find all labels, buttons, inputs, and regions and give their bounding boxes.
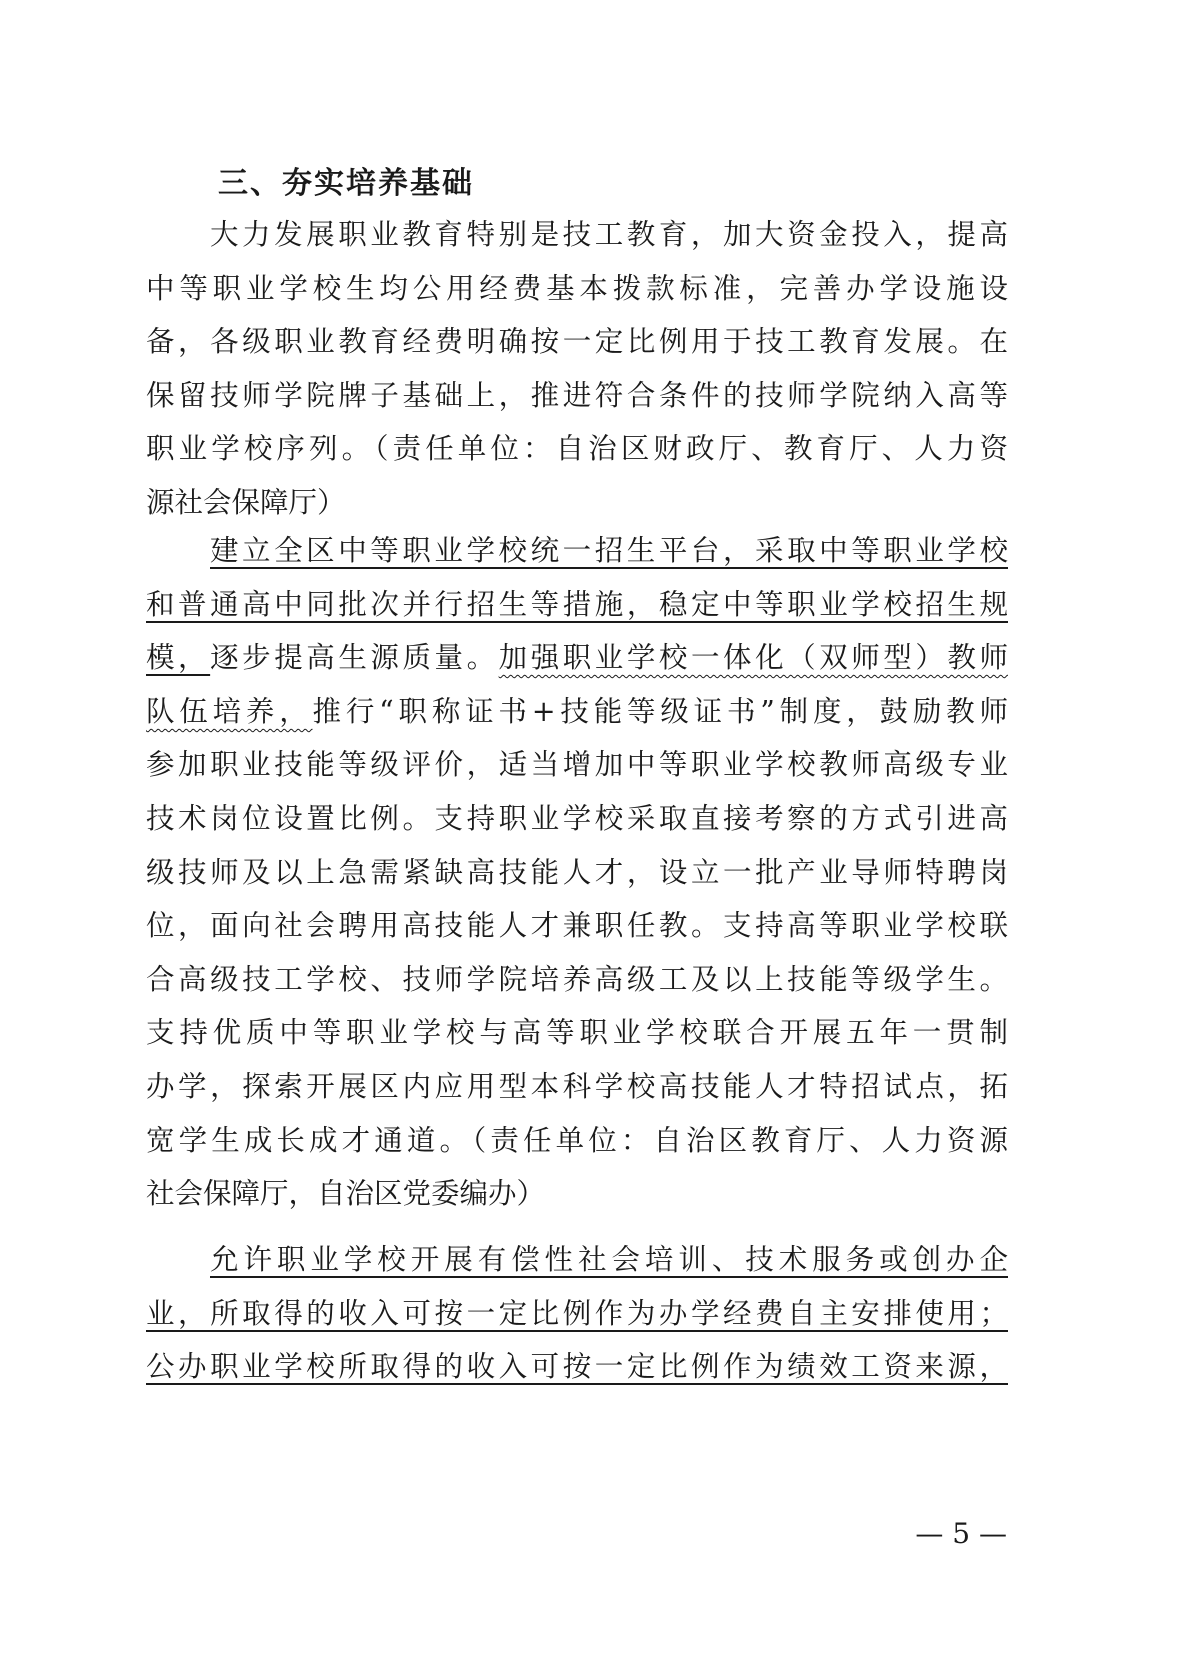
text-segment: 备，各级职业教育经费明确按一定比例用于技工教育发展。在 (146, 325, 1008, 359)
text-line (146, 322, 1008, 362)
text-segment: 合高级技工学校、技师学院培养高级工及以上技能等级学生。 (146, 962, 1008, 996)
text-segment: 允许职业学校开展有偿性社会培训、技术服务或创办企 (210, 1243, 1008, 1276)
text-segment: 社会保障厅，自治区党委编办） (146, 1177, 546, 1211)
text-segment: 和普通高中同批次并行招生等措施，稳定中等职业学校招生规 (146, 587, 1008, 621)
text-segment: 源社会保障厅） (146, 486, 346, 519)
text-segment: 支持优质中等职业学校与高等职业学校联合开展五年一贯制 (146, 1016, 1008, 1050)
text-segment: 位，面向社会聘用高技能人才兼职任教。支持高等职业学校联 (146, 909, 1008, 943)
text-segment: 技术岗位设置比例。支持职业学校采取直接考察的方式引进高 (146, 802, 1008, 835)
text-line (146, 638, 1008, 678)
text-segment: 参加职业技能等级评价，适当增加中等职业学校教师高级专业 (146, 748, 1008, 782)
text-segment: 大力发展职业教育特别是技工教育，加大资金投入，提高 (210, 218, 1008, 251)
text-line (146, 269, 1008, 309)
text-segment: 保留技师学院牌子基础上，推进符合条件的技师学院纳入高等 (146, 378, 1008, 412)
text-segment: 公办职业学校所取得的收入可按一定比例作为绩效工资来源， (146, 1350, 1008, 1384)
text-segment: 宽学生成长成才通道。（责任单位：自治区教育厅、人力资源 (146, 1123, 1008, 1157)
text-line (146, 483, 1008, 523)
text-segment: 业，所取得的收入可按一定比例作为办学经费自主安排使用； (146, 1296, 1008, 1330)
text-line (146, 1347, 1008, 1387)
section-heading: 三、夯实培养基础 (218, 166, 474, 201)
text-line (146, 906, 1008, 946)
text-segment: 职业学校序列。（责任单位：自治区财政厅、教育厅、人力资 (146, 432, 1008, 466)
text-segment: 加强职业学校一体化（双师型）教师 (498, 641, 1008, 675)
text-segment: 中等职业学校生均公用经费基本拨款标准，完善办学设施设 (146, 271, 1008, 305)
text-line (210, 215, 1008, 255)
text-line (146, 1067, 1008, 1107)
page-number: — 5 — (915, 1517, 1007, 1550)
text-segment: 办学，探索开展区内应用型本科学校高技能人才特招试点，拓 (146, 1070, 1008, 1103)
text-line (146, 429, 1008, 469)
text-line (146, 1174, 1008, 1214)
text-line (146, 1013, 1008, 1053)
text-segment: 推行“职称证书+技能等级证书”制度，鼓励教师 (312, 694, 1008, 728)
text-line (146, 1294, 1008, 1334)
text-segment: 级技师及以上急需紧缺高技能人才，设立一批产业导师特聘岗 (146, 855, 1008, 889)
text-line (146, 585, 1008, 625)
text-segment: 建立全区中等职业学校统一招生平台，采取中等职业学校 (210, 534, 1008, 567)
text-line (146, 376, 1008, 416)
text-segment: 模， (146, 641, 211, 675)
text-line (146, 692, 1008, 732)
text-line (210, 531, 1008, 571)
text-line (210, 1240, 1008, 1280)
text-line (146, 960, 1008, 1000)
text-segment: 逐步提高生源质量。 (210, 641, 499, 675)
text-line (146, 1121, 1008, 1161)
text-line (146, 853, 1008, 893)
text-line (146, 799, 1008, 839)
text-segment: 队伍培养， (146, 694, 313, 728)
text-line (146, 745, 1008, 785)
